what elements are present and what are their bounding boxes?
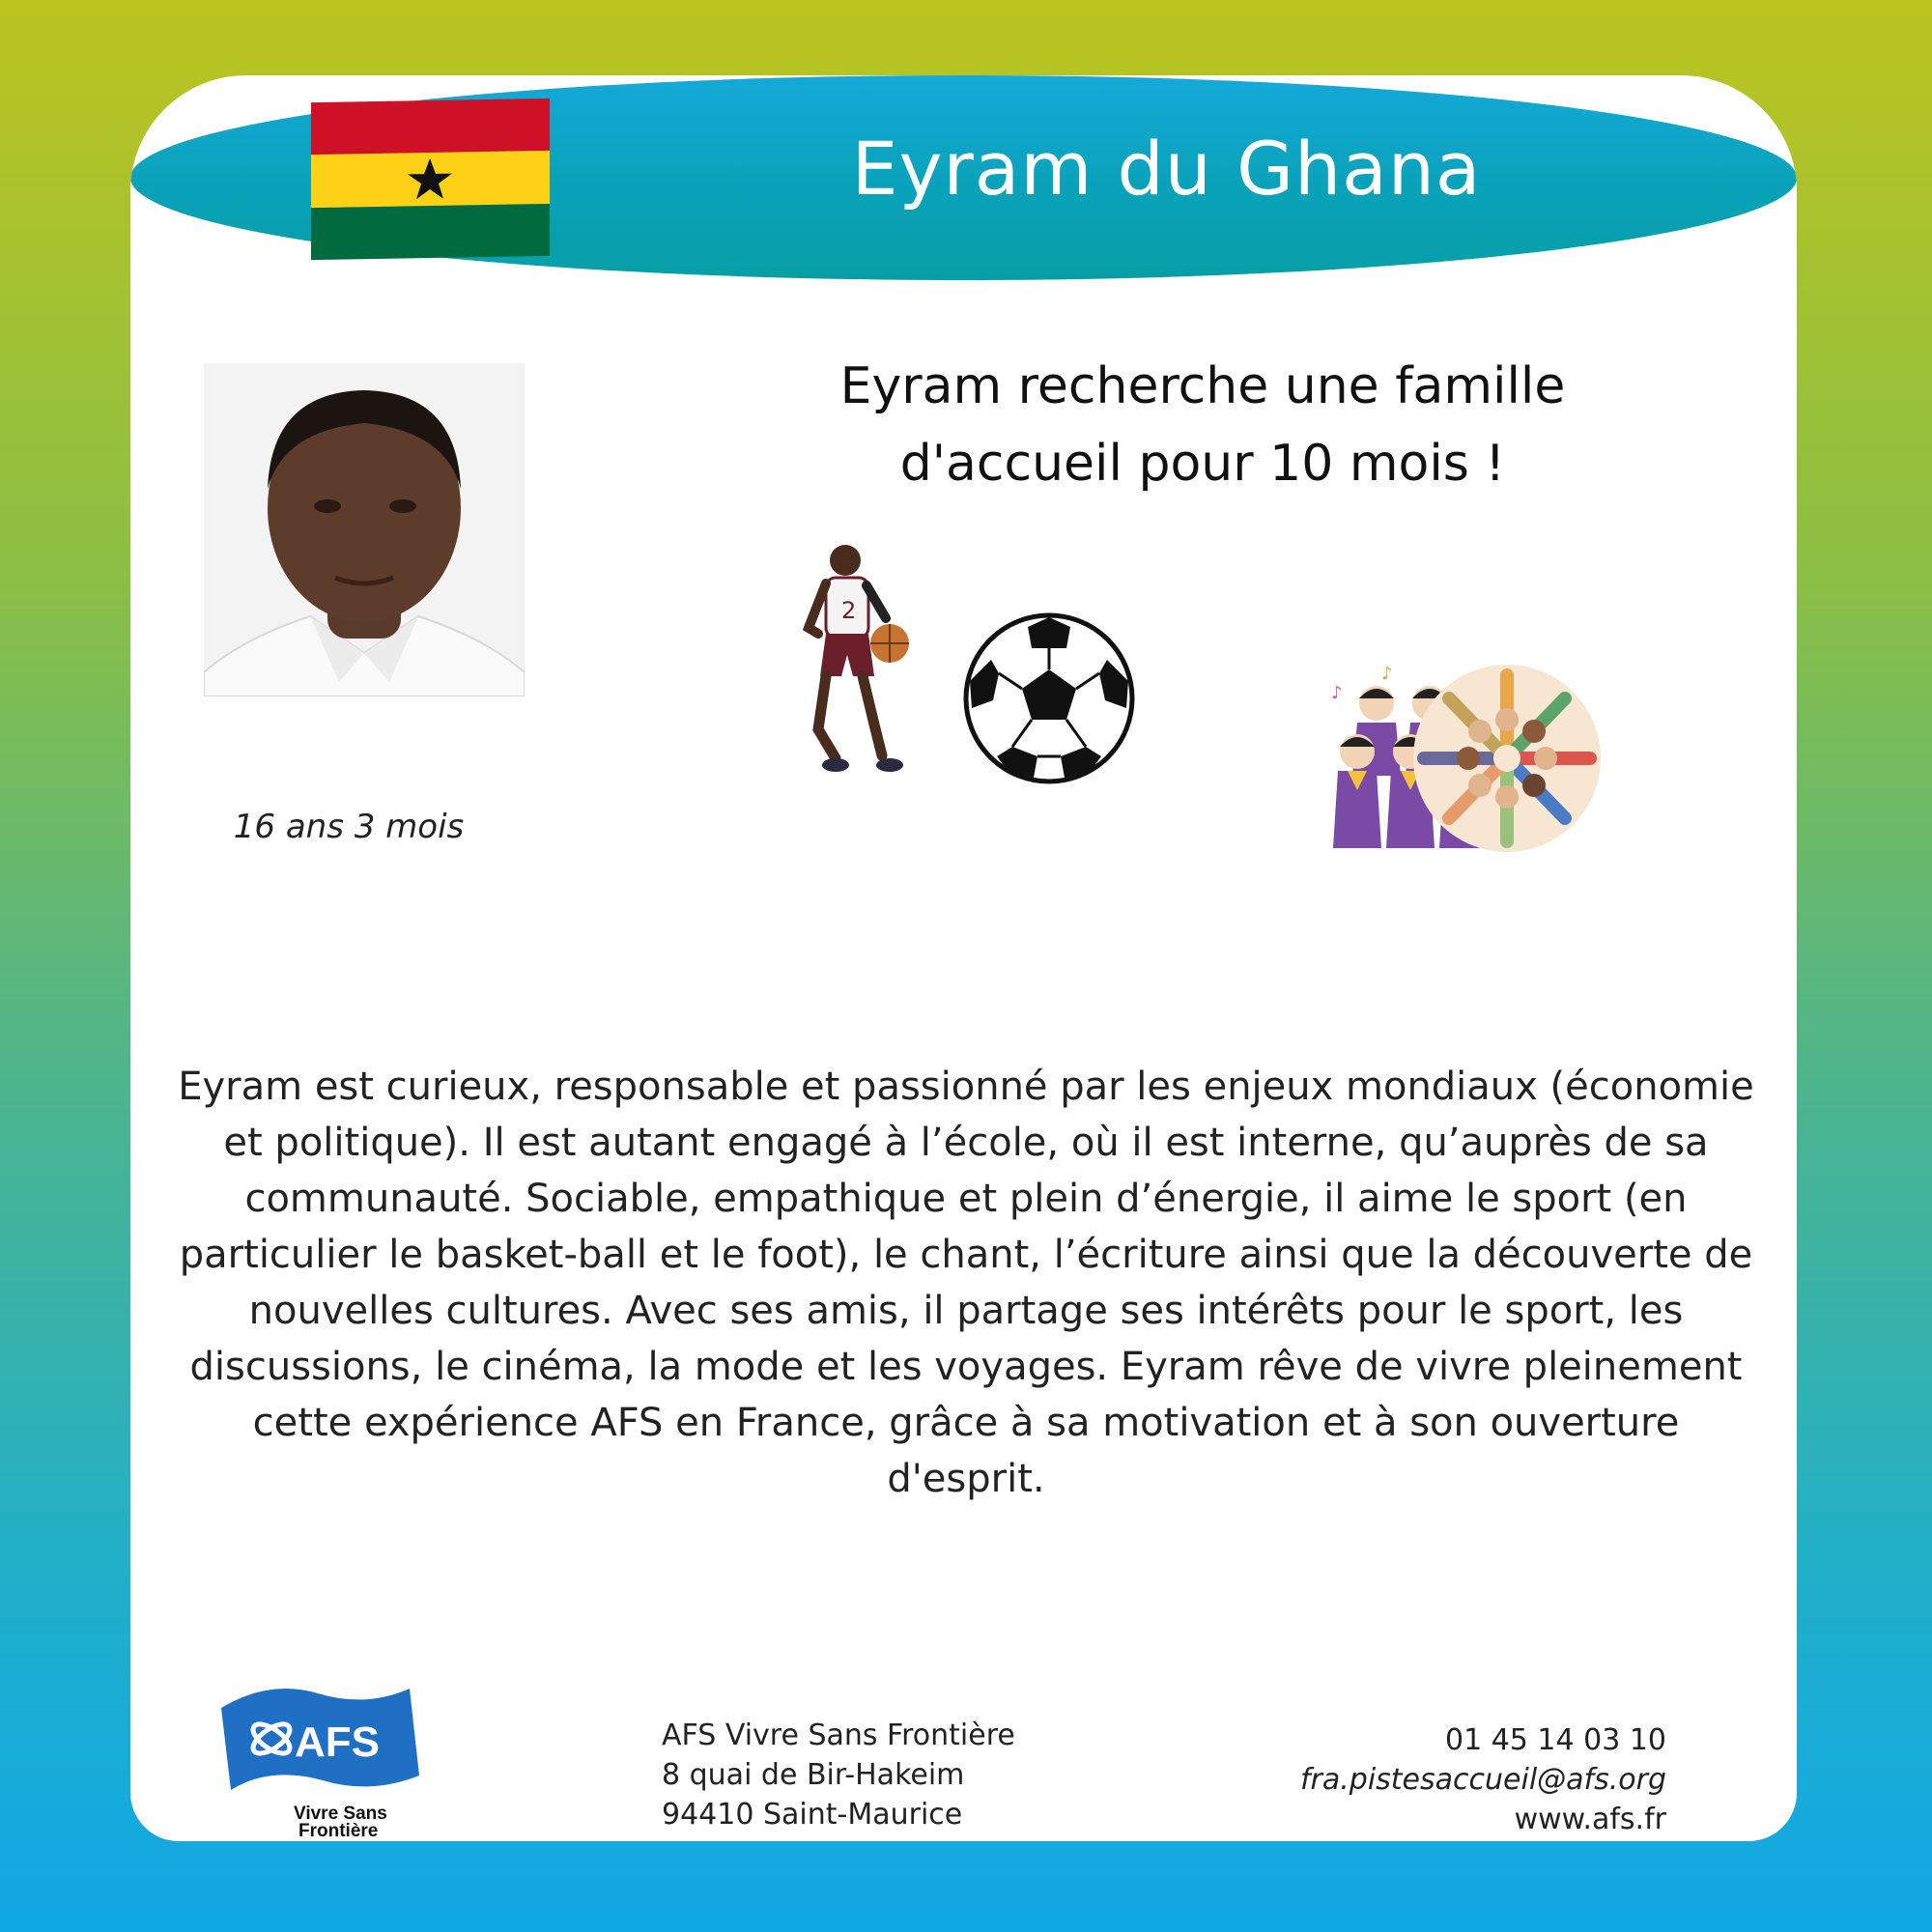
headline xyxy=(758,348,1647,502)
address-line-3: 94410 Saint-Maurice xyxy=(662,1798,963,1832)
bio-text: Eyram est curieux, responsable et passionné par les enjeux mondiaux (économie et politique). Il est autant engagé à l’école, où il est interne, qu’auprès de sa communauté. Sociable, empathique et plein d’énergie, il aime le sport (en particulier le basket-ball et le foot), le chant, l’écriture ainsi que la découverte de nouvelles cultures. Avec ses amis, il partage ses intérêts pour le sport, les discussions, le cinéma, la mode et les voyages. Eyram rêve de vivre pleinement cette expérience AFS en France, grâce à sa motivation et à son ouverture d'esprit. xyxy=(178,1065,1754,1501)
friends-circle-icon xyxy=(1412,664,1602,853)
address-line-2: 8 quai de Bir-Hakeim xyxy=(662,1758,965,1792)
website-link[interactable]: www.afs.fr xyxy=(1514,1803,1666,1836)
profile-card xyxy=(130,75,1797,1841)
logo-brand: AFS xyxy=(295,1719,380,1766)
postal-address xyxy=(662,1716,1015,1834)
headline-line-1: Eyram recherche une famille xyxy=(839,357,1566,415)
page-title: Eyram du Ghana xyxy=(851,126,1482,212)
contact-info xyxy=(1300,1720,1666,1839)
phone-number: 01 45 14 03 10 xyxy=(1444,1723,1666,1757)
student-portrait-photo xyxy=(204,363,525,696)
logo-tagline-1: Vivre Sans xyxy=(294,1804,387,1824)
soccer-ball-icon xyxy=(962,611,1136,785)
logo-tagline-2: Frontière xyxy=(298,1821,379,1838)
svg-text:2: 2 xyxy=(841,597,857,624)
student-age: 16 ans 3 mois xyxy=(233,808,465,846)
email-link[interactable]: fra.pistesaccueil@afs.org xyxy=(1299,1763,1666,1797)
headline-line-2: d'accueil pour 10 mois ! xyxy=(899,435,1506,493)
afs-logo xyxy=(212,1669,424,1838)
svg-text:♪: ♪ xyxy=(1381,664,1393,684)
basketball-player-icon xyxy=(797,541,913,778)
svg-text:♪: ♪ xyxy=(1331,683,1343,703)
address-line-1: AFS Vivre Sans Frontière xyxy=(662,1719,1015,1752)
